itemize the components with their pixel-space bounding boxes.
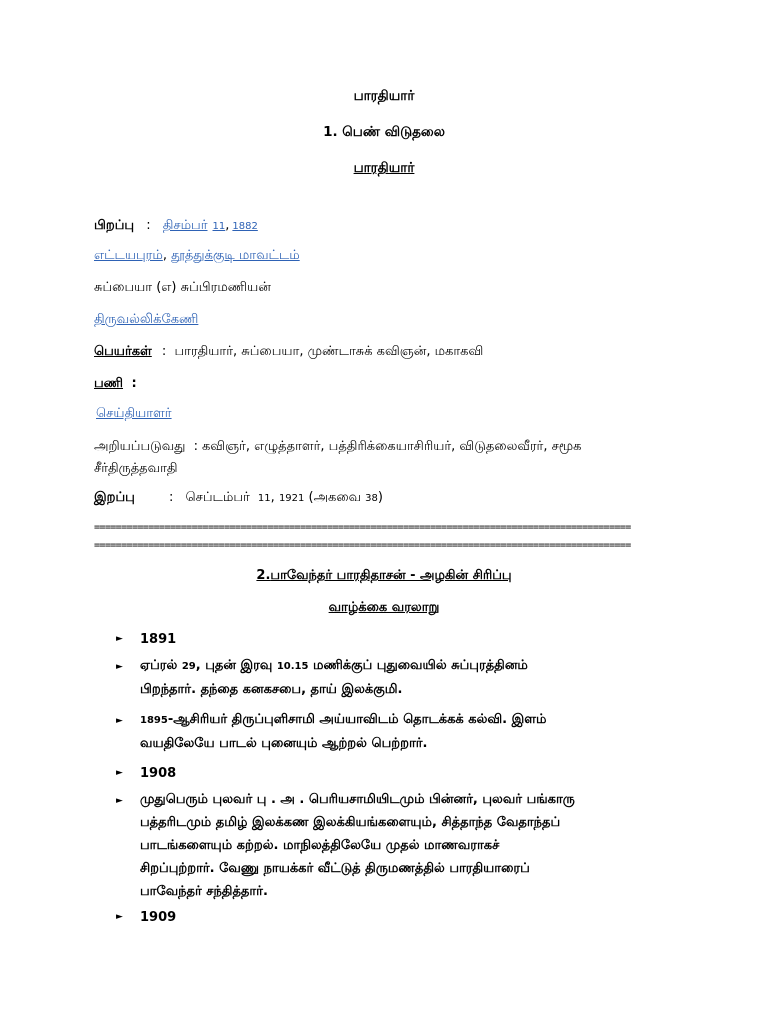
work-label-line: [94, 376, 137, 392]
bullet-icon: ►: [116, 716, 123, 726]
section-1-number: 1.: [323, 124, 343, 140]
section-1-title: பெண் விடுதலை: [342, 124, 445, 140]
bullet-icon: ►: [116, 796, 123, 806]
bullet-icon: ►: [116, 662, 123, 672]
known-as-value-line2: சீர்திருத்தவாதி: [94, 461, 178, 476]
death-age-prefix: (அகவை: [308, 490, 362, 505]
birth-comma: ,: [225, 218, 230, 233]
death-comma: ,: [270, 490, 275, 505]
work-link[interactable]: செய்தியாளர்: [96, 406, 172, 421]
death-date-text: செப்டம்பர்: [185, 490, 250, 505]
subtitle: பாரதியார்: [353, 160, 415, 176]
bullet-icon: ►: [116, 634, 123, 644]
death-age: 38: [365, 493, 378, 504]
birth-year-link[interactable]: 1882: [232, 221, 258, 232]
section-heading-1: [0, 124, 768, 142]
names-value: பாரதியார், சுப்பையா, முண்டாசுக் கவிஞன், மகாகவி: [174, 344, 484, 359]
bullet-icon: ►: [116, 768, 123, 778]
birth-colon: :: [146, 218, 151, 233]
section-heading-2: [0, 568, 768, 584]
known-as-colon: :: [193, 439, 198, 454]
birthplace-link[interactable]: எட்டயபுரம்: [94, 248, 163, 263]
work-colon: :: [131, 376, 137, 391]
alias-line: சுப்பையா (எ) சுப்பிரமணியன்: [94, 280, 271, 295]
names-line: [94, 344, 483, 360]
page-title: பாரதியார்: [353, 88, 415, 104]
known-as-value-line1: கவிஞர், எழுத்தாளர், பத்திரிக்கையாசிரியர், விடுதலைவீரர், சமூக: [201, 439, 582, 454]
names-colon: :: [161, 344, 167, 359]
timeline-year: 1908: [140, 766, 177, 781]
residence-line: [94, 312, 198, 328]
known-as-label: அறியப்படுவது: [94, 439, 186, 454]
birthplace-comma: ,: [162, 248, 167, 263]
work-line: [96, 406, 172, 422]
birth-label: பிறப்பு: [94, 218, 135, 233]
separator-line-1: ===================================================================================================: [94, 522, 631, 533]
section-2-title: பாவேந்தர் பாரதிதாசன் - அழகின் சிரிப்பு: [270, 568, 512, 583]
death-age-suffix: ): [377, 490, 383, 505]
section-2-number: 2.: [256, 568, 271, 583]
birth-date-link[interactable]: திசம்பர்: [162, 218, 208, 233]
timeline-text: 1895-ஆசிரியர் திருப்புளிசாமி அய்யாவிடம் தொடக்கக் கல்வி. இளம் வயதிலேயே பாடல் புனையும் ஆற்றல் பெற்றார்.: [140, 712, 547, 751]
birth-day-link[interactable]: 11: [212, 221, 226, 232]
biography-heading: வாழ்க்கை வரலாறு: [328, 600, 440, 615]
death-label: இறப்பு: [94, 490, 135, 505]
timeline-text: ஏப்ரல் 29, புதன் இரவு 10.15 மணிக்குப் புதுவையில் சுப்புரத்தினம் பிறந்தார். தந்தை கனகசபை, தாய் இலக்குமி.: [140, 658, 528, 697]
separator-line-2: ===================================================================================================: [94, 540, 631, 551]
birthplace-line: [94, 248, 300, 264]
residence-link[interactable]: திருவல்லிக்கேணி: [94, 312, 199, 327]
timeline-year: 1909: [140, 910, 177, 925]
death-day: 11: [257, 493, 271, 504]
known-as-block: [94, 436, 582, 480]
birth-line: [94, 218, 258, 234]
death-colon: :: [168, 490, 174, 505]
bullet-icon: ►: [116, 912, 123, 922]
timeline-year: 1891: [140, 632, 177, 647]
names-label: பெயர்கள்: [94, 344, 152, 359]
work-label: பணி: [94, 376, 124, 391]
district-link[interactable]: தூத்துக்குடி மாவட்டம்: [171, 248, 300, 263]
death-line: [94, 490, 383, 506]
timeline-text: முதுபெரும் புலவர் பு . அ . பெரியசாமியிடமும் பின்னர், புலவர் பங்காரு பத்தரிடமும் தமிழ் இலக்கண இலக்கியங்களையும், சித்தாந்த வேதாந்தப் பாடங்களையும் கற்றல். மாநிலத்திலேயே முதல் மாணவராகச் சிறப்புற்றார். வேணு நாயக்கர் வீட்டுத் திருமணத்தில் பாரதியாரைப் பாவேந்தர் சந்தித்தார்.: [140, 792, 575, 899]
death-year: 1921: [278, 493, 305, 504]
